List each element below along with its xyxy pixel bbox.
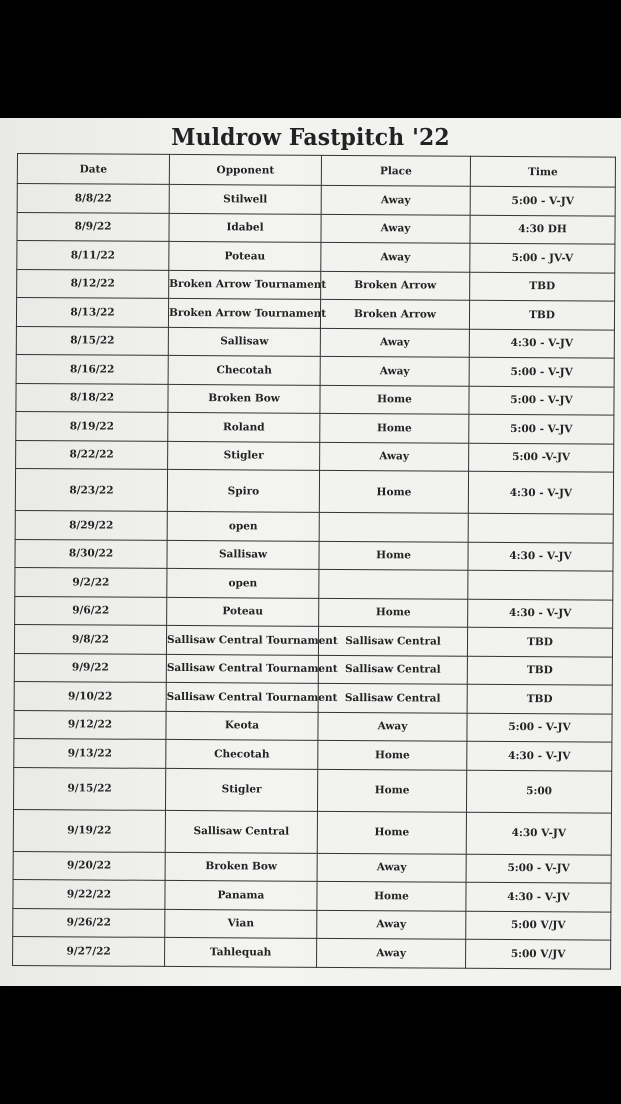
cell-date: 9/19/22 <box>13 809 165 852</box>
cell-time: 4:30 DH <box>470 215 615 244</box>
cell-opponent: Sallisaw Central Tournament <box>166 654 318 683</box>
cell-opponent: Spiro <box>167 469 319 512</box>
cell-time: TBD <box>470 272 615 301</box>
cell-place: Sallisaw Central <box>318 655 467 684</box>
cell-time: 4:30 - V-JV <box>469 329 614 358</box>
table-row <box>14 710 612 742</box>
cell-time: 5:00 - V-JV <box>467 713 612 742</box>
cell-opponent: Sallisaw <box>167 540 319 569</box>
table-row <box>13 767 611 813</box>
cell-place: Away <box>321 214 470 243</box>
cell-place: Home <box>320 385 469 414</box>
table-row <box>15 510 613 542</box>
header-opponent: Opponent <box>169 154 321 185</box>
cell-time: 5:00 <box>466 770 611 813</box>
table-row <box>14 681 612 713</box>
cell-opponent: Checotah <box>168 355 320 384</box>
cell-opponent: Panama <box>165 880 317 909</box>
cell-date: 8/19/22 <box>16 411 168 440</box>
table-row <box>17 184 615 216</box>
cell-place: Away <box>317 853 466 882</box>
cell-time: 4:30 - V-JV <box>468 599 613 628</box>
table-row <box>17 212 615 244</box>
cell-place: Home <box>320 413 469 442</box>
cell-date: 8/22/22 <box>16 440 168 469</box>
cell-place: Broken Arrow <box>321 271 470 300</box>
cell-opponent: Sallisaw <box>168 327 320 356</box>
cell-date: 9/15/22 <box>13 767 165 810</box>
cell-time: 5:00 -V-JV <box>469 443 614 472</box>
cell-date: 9/26/22 <box>13 908 165 937</box>
cell-time: 4:30 - V-JV <box>466 882 611 911</box>
cell-time <box>468 570 613 599</box>
cell-place: Away <box>321 242 470 271</box>
cell-date: 9/9/22 <box>14 653 166 682</box>
cell-time: TBD <box>467 684 612 713</box>
cell-place: Home <box>317 769 466 812</box>
table-row <box>16 383 614 415</box>
cell-date: 9/27/22 <box>13 936 165 965</box>
cell-place: Home <box>319 470 468 513</box>
page-title: Muldrow Fastpitch '22 <box>171 124 450 151</box>
cell-time: 5:00 - V-JV <box>469 386 614 415</box>
table-row <box>15 539 613 571</box>
table-row <box>16 354 614 386</box>
cell-place: Sallisaw Central <box>318 626 467 655</box>
cell-date: 9/12/22 <box>14 710 166 739</box>
cell-place: Away <box>317 910 466 939</box>
cell-time: 5:00 - V-JV <box>469 414 614 443</box>
cell-opponent: Poteau <box>169 241 321 270</box>
table-row <box>17 241 615 273</box>
table-row <box>15 468 613 514</box>
cell-opponent: Vian <box>165 909 317 938</box>
cell-opponent: Sallisaw Central <box>165 810 317 853</box>
cell-place: Sallisaw Central <box>318 683 467 712</box>
cell-time: 4:30 - V-JV <box>467 741 612 770</box>
cell-time: 4:30 - V-JV <box>468 542 613 571</box>
cell-date: 8/12/22 <box>17 269 169 298</box>
cell-date: 9/6/22 <box>15 596 167 625</box>
cell-place: Home <box>318 740 467 769</box>
table-row <box>16 440 614 472</box>
table-row <box>16 298 614 330</box>
cell-time: TBD <box>469 300 614 329</box>
cell-place <box>319 569 468 598</box>
cell-opponent: Stilwell <box>169 184 321 213</box>
table-row <box>16 411 614 443</box>
cell-date: 8/16/22 <box>16 354 168 383</box>
header-time: Time <box>470 156 615 187</box>
cell-opponent: open <box>167 568 319 597</box>
cell-place: Home <box>319 541 468 570</box>
cell-time: 5:00 - V-JV <box>470 186 615 215</box>
cell-opponent: Broken Bow <box>165 852 317 881</box>
table-row <box>16 326 614 358</box>
table-row <box>15 596 613 628</box>
cell-date: 8/30/22 <box>15 539 167 568</box>
cell-time: 5:00 - V-JV <box>469 357 614 386</box>
table-row <box>14 624 612 656</box>
cell-opponent: Broken Arrow Tournament <box>168 298 320 327</box>
cell-time: 4:30 V-JV <box>466 812 611 855</box>
cell-opponent: Poteau <box>167 597 319 626</box>
cell-opponent: Broken Arrow Tournament <box>169 270 321 299</box>
cell-place: Home <box>317 881 466 910</box>
cell-time: 4:30 - V-JV <box>468 471 613 514</box>
table-row <box>14 738 612 770</box>
cell-date: 8/9/22 <box>17 212 169 241</box>
schedule-table <box>12 153 616 969</box>
table-row <box>13 809 611 855</box>
cell-time: 5:00 - JV-V <box>470 243 615 272</box>
cell-opponent: Tahlequah <box>165 937 317 966</box>
cell-opponent: Sallisaw Central Tournament <box>166 625 318 654</box>
cell-date: 8/23/22 <box>15 468 167 511</box>
cell-date: 9/20/22 <box>13 851 165 880</box>
cell-opponent: Stigler <box>168 441 320 470</box>
cell-date: 8/11/22 <box>17 241 169 270</box>
cell-date: 9/8/22 <box>14 624 166 653</box>
table-header-row <box>17 154 615 188</box>
cell-place: Away <box>320 356 469 385</box>
cell-date: 8/18/22 <box>16 383 168 412</box>
cell-place: Home <box>317 811 466 854</box>
header-place: Place <box>321 155 470 186</box>
cell-date: 8/8/22 <box>17 184 169 213</box>
cell-opponent: open <box>167 511 319 540</box>
cell-place <box>319 512 468 541</box>
cell-place: Away <box>318 712 467 741</box>
table-row <box>13 908 611 940</box>
cell-date: 8/29/22 <box>15 510 167 539</box>
cell-opponent: Roland <box>168 412 320 441</box>
cell-time: TBD <box>467 627 612 656</box>
cell-opponent: Keota <box>166 711 318 740</box>
cell-place: Away <box>320 328 469 357</box>
cell-date: 8/13/22 <box>16 298 168 327</box>
cell-time <box>468 513 613 542</box>
table-row <box>13 851 611 883</box>
table-row <box>14 653 612 685</box>
table-row <box>17 269 615 301</box>
cell-place: Broken Arrow <box>320 299 469 328</box>
cell-time: 5:00 V/JV <box>466 939 611 968</box>
cell-time: TBD <box>467 656 612 685</box>
cell-opponent: Broken Bow <box>168 384 320 413</box>
cell-opponent: Sallisaw Central Tournament <box>166 682 318 711</box>
cell-date: 9/2/22 <box>15 567 167 596</box>
table-row <box>13 879 611 911</box>
cell-place: Home <box>319 598 468 627</box>
cell-opponent: Checotah <box>166 739 318 768</box>
cell-time: 5:00 V/JV <box>466 911 611 940</box>
cell-time: 5:00 - V-JV <box>466 854 611 883</box>
cell-date: 9/13/22 <box>14 738 166 767</box>
cell-place: Away <box>317 938 466 967</box>
cell-place: Away <box>320 442 469 471</box>
cell-place: Away <box>321 185 470 214</box>
table-row <box>15 567 613 599</box>
table-row <box>13 936 611 968</box>
cell-date: 8/15/22 <box>16 326 168 355</box>
header-date: Date <box>17 154 169 185</box>
cell-date: 9/10/22 <box>14 681 166 710</box>
cell-date: 9/22/22 <box>13 879 165 908</box>
cell-opponent: Idabel <box>169 213 321 242</box>
cell-opponent: Stigler <box>165 768 317 811</box>
